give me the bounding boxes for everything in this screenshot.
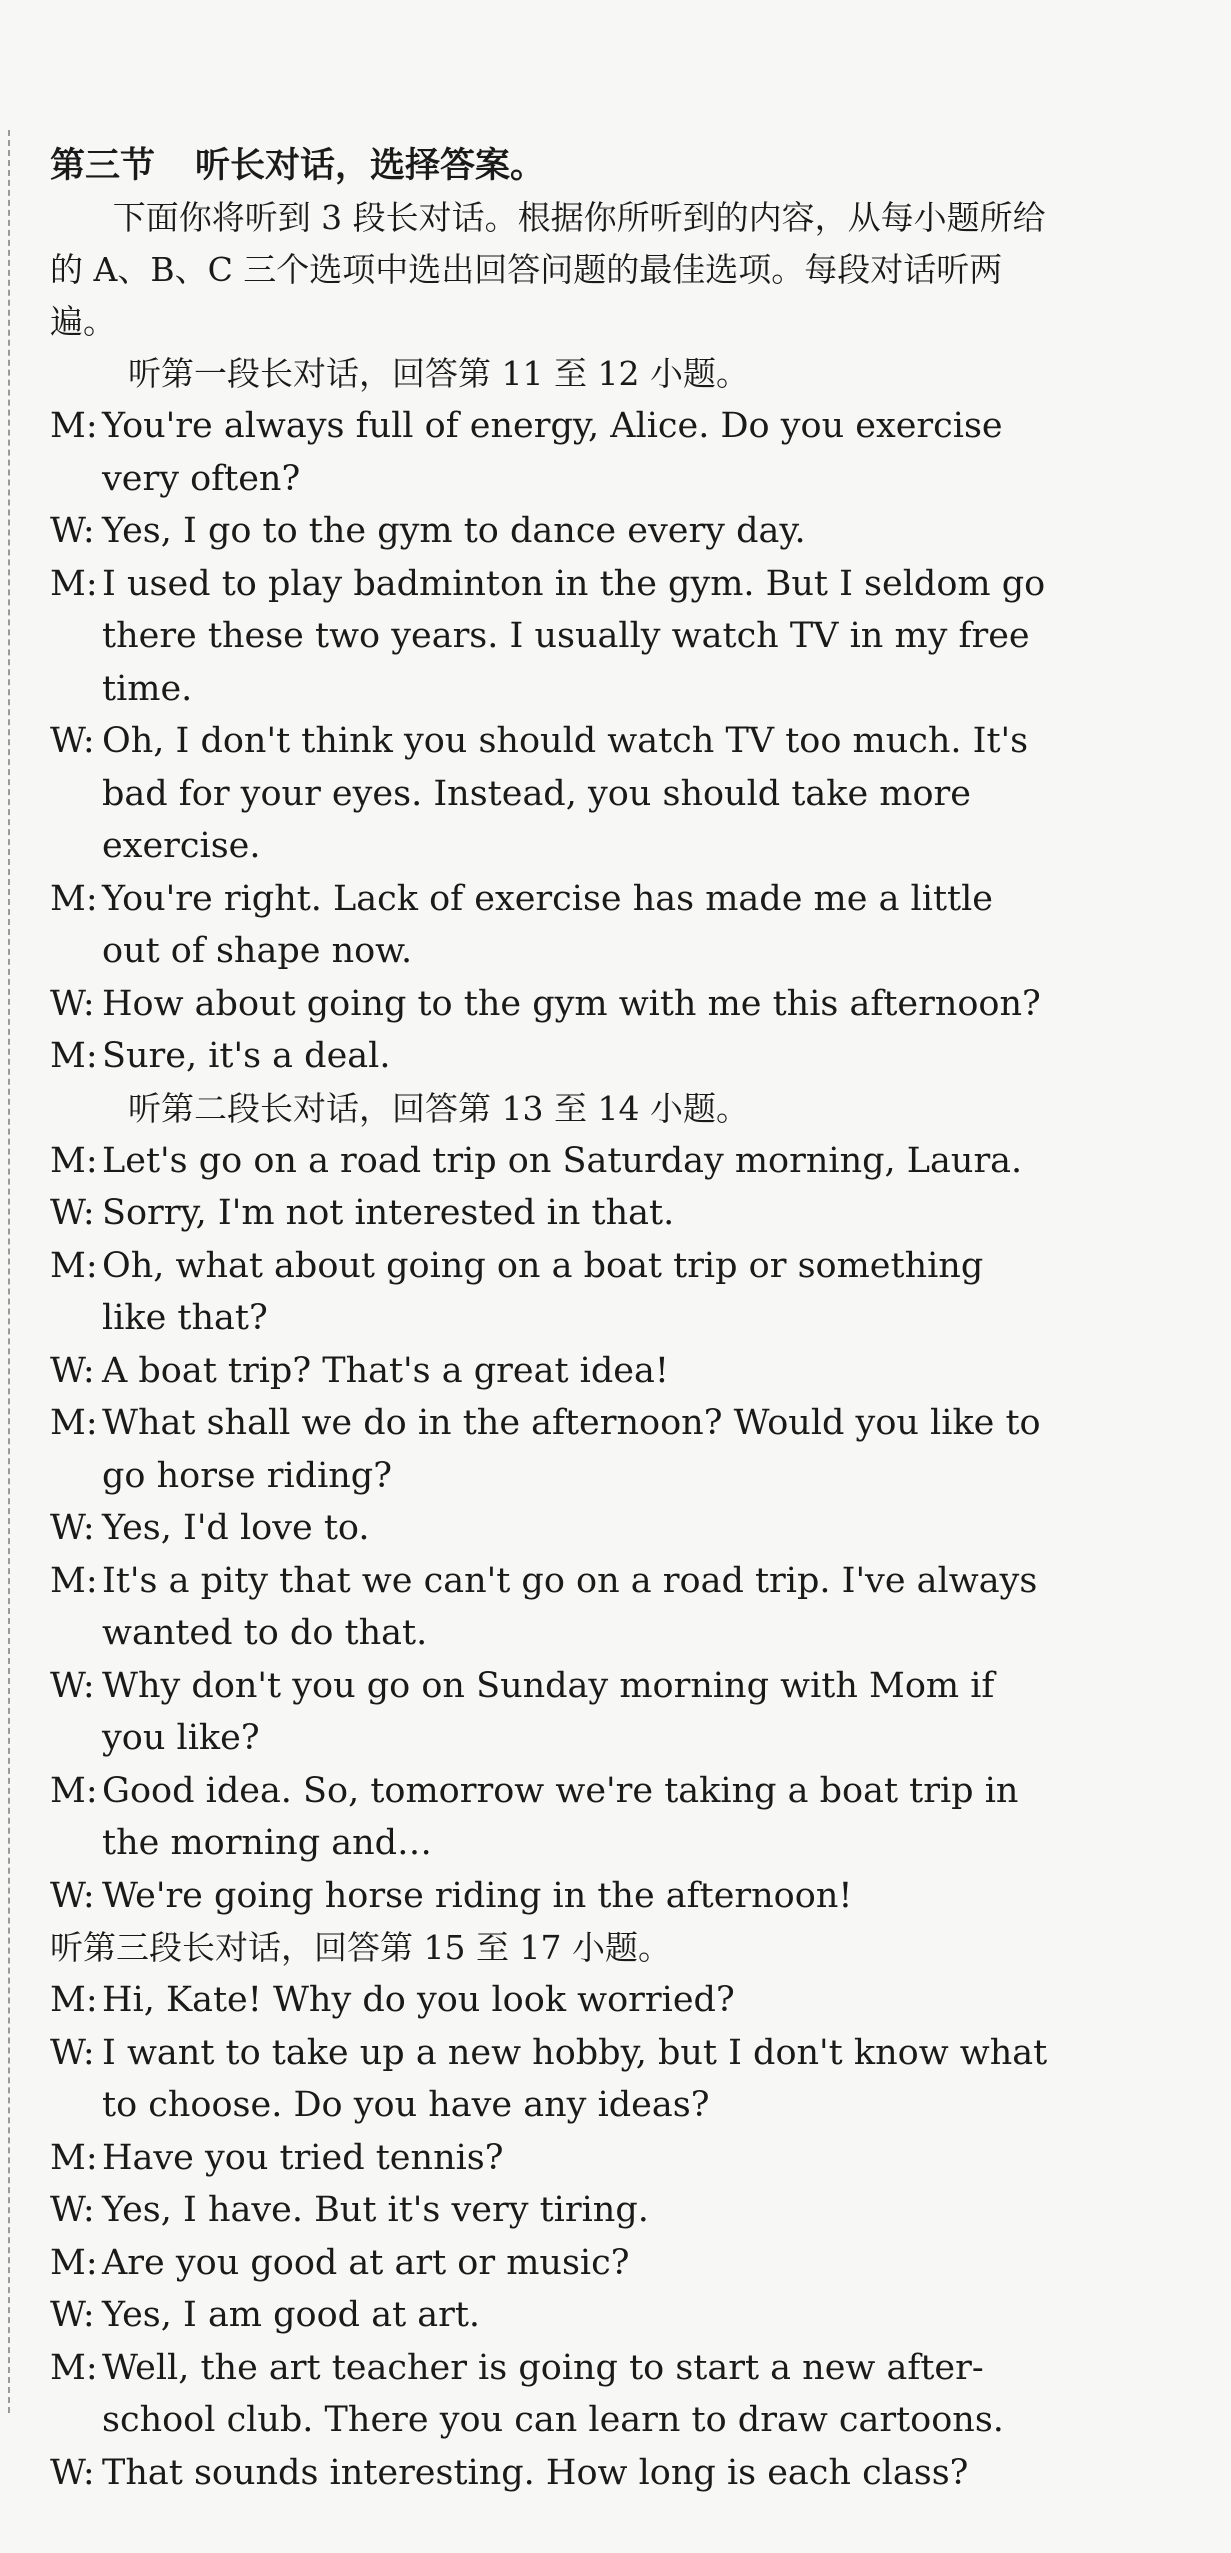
line-text: Are you good at art or music? (102, 2242, 630, 2283)
line-text: Yes, I have. But it's very tiring. (102, 2190, 649, 2230)
dialogue-line (50, 1345, 1050, 1398)
line-text: You're always full of energy, Alice. Do you exercise very often? (102, 406, 1003, 499)
speaker-label: M: (50, 1140, 98, 1181)
line-text: Hi, Kate! Why do you look worried? (102, 1980, 735, 2020)
speaker-label: M: (50, 2242, 98, 2283)
line-text: You're right. Lack of exercise has made me a little out of shape now. (102, 878, 993, 971)
line-text: Oh, I don't think you should watch TV too much. It's bad for your eyes. Instead, you should take more exercise. (102, 721, 1029, 866)
line-text: It's a pity that we can't go on a road trip. I've always wanted to do that. (102, 1560, 1038, 1653)
dialogue-line (50, 1660, 1050, 1765)
dialogue-line (50, 1870, 1050, 1923)
speaker-label: W: (50, 511, 95, 551)
line-text: I used to play badminton in the gym. But I seldom go there these two years. I usually watch TV in my free time. (102, 563, 1046, 709)
speaker-label: W: (50, 1875, 95, 1916)
line-text: Sure, it's a deal. (102, 1036, 391, 1076)
dialogue-line (50, 2447, 1050, 2500)
dialogue-line (50, 400, 1050, 505)
line-text: What shall we do in the afternoon? Would you like to go horse riding? (102, 1403, 1041, 1496)
speaker-label: W: (50, 2032, 95, 2073)
line-text: How about going to the gym with me this afternoon? (102, 983, 1041, 1024)
dialogue-heading: 听第一段长对话，回答第 11 至 12 小题。 (128, 354, 749, 393)
speaker-label: M: (50, 1036, 98, 1076)
dialogue-line (50, 2027, 1050, 2132)
dialogue-line (50, 558, 1050, 716)
speaker-label: M: (50, 1245, 98, 1286)
dialogue-line (50, 2237, 1050, 2290)
speaker-label: W: (50, 1350, 95, 1391)
speaker-label: W: (50, 1193, 95, 1233)
listening-section (50, 140, 1050, 2499)
section-heading: 听长对话，选择答案。 (195, 146, 546, 186)
dialogue-line (50, 1765, 1050, 1870)
dialogue-heading: 听第三段长对话，回答第 15 至 17 小题。 (50, 1928, 671, 1967)
instructions: 下面你将听到 3 段长对话。根据你所听到的内容，从每小题所给的 A、B、C 三个选项中选出回答问题的最佳选项。每段对话听两遍。 (50, 198, 1046, 341)
line-text: I want to take up a new hobby, but I don't know what to choose. Do you have any ideas? (102, 2032, 1048, 2125)
speaker-label: W: (50, 2190, 95, 2230)
speaker-label: W: (50, 2452, 95, 2493)
dialogue-line (50, 1240, 1050, 1345)
line-text: Sorry, I'm not interested in that. (102, 1193, 675, 1233)
line-text: Yes, I am good at art. (102, 2295, 481, 2335)
dialogue-line (50, 2289, 1050, 2342)
line-text: Oh, what about going on a boat trip or something like that? (102, 1245, 984, 1338)
dialogue-line (50, 1397, 1050, 1502)
speaker-label: M: (50, 878, 98, 919)
speaker-label: M: (50, 563, 98, 604)
line-text: A boat trip? That's a great idea! (102, 1350, 669, 1391)
dialogue-line (50, 1555, 1050, 1660)
line-text: Good idea. So, tomorrow we're taking a boat trip in the morning and… (102, 1770, 1019, 1863)
dialogue-heading: 听第二段长对话，回答第 13 至 14 小题。 (128, 1088, 749, 1128)
line-text: Yes, I'd love to. (102, 1508, 370, 1548)
dialogue-line (50, 505, 1050, 558)
speaker-label: M: (50, 2137, 98, 2178)
line-text: Yes, I go to the gym to dance every day. (102, 511, 806, 551)
dialogue-line (50, 873, 1050, 978)
dialogue-line (50, 1974, 1050, 2027)
dialogue-line (50, 715, 1050, 873)
line-text: Let's go on a road trip on Saturday morning, Laura. (102, 1140, 1023, 1181)
speaker-label: M: (50, 406, 98, 446)
line-text: We're going horse riding in the afternoon! (102, 1875, 853, 1916)
speaker-label: M: (50, 1980, 98, 2020)
dialogue-line (50, 1502, 1050, 1555)
line-text: Well, the art teacher is going to start a new after-school club. There you can learn to draw cartoons. (102, 2347, 1004, 2440)
speaker-label: M: (50, 2347, 98, 2388)
dialogue-line (50, 2184, 1050, 2237)
speaker-label: W: (50, 1665, 95, 1706)
dashed-cut-line (8, 130, 10, 2413)
dialogue-line (50, 2342, 1050, 2447)
dialogue-list (50, 348, 1050, 2499)
speaker-label: W: (50, 1508, 95, 1548)
speaker-label: W: (50, 721, 95, 761)
speaker-label: M: (50, 1403, 98, 1443)
dialogue-line (50, 1187, 1050, 1240)
speaker-label: M: (50, 1560, 98, 1601)
dialogue-line (50, 1135, 1050, 1188)
dialogue-line (50, 1030, 1050, 1083)
line-text: Why don't you go on Sunday morning with Mom if you like? (102, 1665, 995, 1758)
dialogue-line (50, 978, 1050, 1031)
speaker-label: W: (50, 983, 95, 1024)
dialogue-line (50, 2132, 1050, 2185)
line-text: That sounds interesting. How long is each class? (102, 2452, 969, 2493)
section-title (50, 140, 1050, 192)
speaker-label: W: (50, 2295, 95, 2335)
line-text: Have you tried tennis? (102, 2137, 504, 2178)
section-number: 第三节 (50, 146, 156, 186)
speaker-label: M: (50, 1770, 98, 1811)
